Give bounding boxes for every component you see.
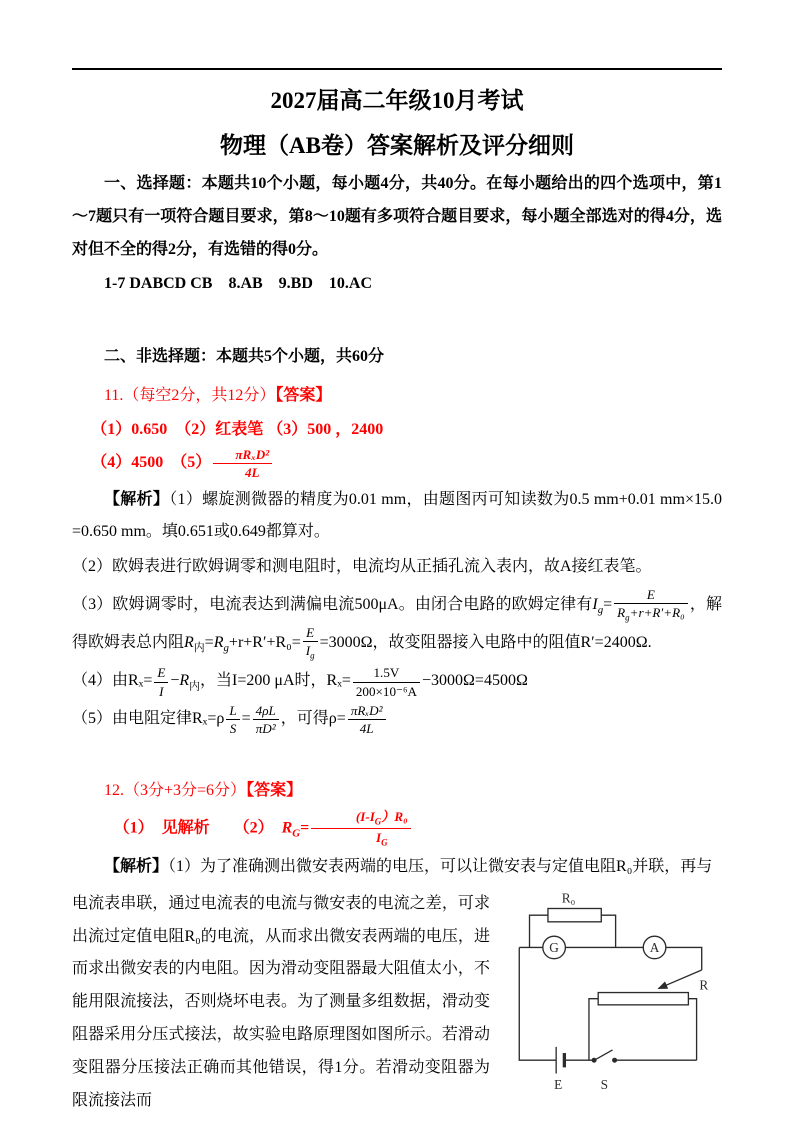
var-R: R [179,672,190,690]
fraction-denominator [614,604,688,624]
q11-head-text: 11.（每空2分，共12分） [104,386,276,404]
fraction [614,586,688,624]
battery-label: E [554,1076,563,1092]
fraction [226,702,239,737]
q12-answer-label: 【答案】 [246,781,303,799]
q11-sol4-text-a: （4）由Rₓ= [72,672,153,690]
q11-sol4-text-c: ，当I=200 μA时，Rₓ= [200,672,351,690]
fraction-numerator: 4ρL [253,702,279,720]
q12-solution-intro [72,851,722,884]
fraction-denominator: 4L [359,720,374,736]
sub-g: g [597,603,604,616]
exam-title: 2027届高二年级10月考试 [270,88,524,113]
rheostat-label: R [699,977,709,993]
q11-answer-line-1: （1）0.650 （2）红表笔 （3）500 ，2400 [91,420,384,438]
switch-label: S [600,1076,609,1092]
q12-solution-line1: （1）为了准确测出微安表两端的电压，可以让微安表与定值电阻R₀并联，再与 [168,857,713,875]
top-rule [72,68,722,70]
sub-nei: 内 [189,680,201,693]
sub-G: G [292,827,301,840]
r0-resistor-symbol [548,908,601,921]
wire [519,947,556,1060]
q12-head-text: 12.（3分+3分=6分） [104,781,247,799]
sub-nei: 内 [193,642,205,655]
parallel-branch-wires [530,915,616,947]
switch-contact [613,1058,617,1062]
var-R: R [184,633,194,651]
fraction [154,664,168,699]
q11-sol3-text-a: （3）欧姆调零时，电流表达到满偏电流500μA。由闭合电路的欧姆定律有 [72,595,593,613]
q12-solution-label: 【解析】 [104,857,169,875]
q11-answer-line-2-text: （4）4500 （5） [91,454,212,472]
r0-label: R₀ [561,890,576,906]
circuit-figure [500,888,722,1093]
fraction [253,702,279,737]
section1-answers: 1-7 DABCD CB 8.AB 9.BD 10.AC [104,275,373,293]
var-R: R [617,604,626,620]
fraction-denominator [303,642,318,662]
sub-G: G [374,816,382,827]
fraction-numerator [311,808,410,829]
q11-sol3-text-d: =3000Ω，故变阻器接入电路中的阻值R′=2400Ω. [319,633,652,651]
fraction-numerator: L [226,702,239,720]
fraction [348,702,386,737]
fraction-denominator: 200×10⁻⁶A [355,683,417,699]
q11-header [72,380,722,413]
q11-sol3-text-b: ，解得欧姆表总内阻 [72,595,722,651]
fraction-numerator: E [303,624,318,642]
q11-sol3-text-c: +r+R′+R₀= [228,633,301,651]
fraction [353,664,420,699]
q11-sol4-text-d: −3000Ω=4500Ω [422,672,528,690]
q11-answer-line-2 [72,446,722,481]
circuit-diagram [500,888,722,1093]
fraction [303,624,318,662]
equals-sign: = [300,818,310,836]
sub-G: G [381,837,388,848]
exam-subtitle: 物理（AB卷）答案解析及评分细则 [220,133,574,158]
q11-solution-5 [72,702,722,737]
fraction-numerator: E [154,664,168,682]
var-I: I [375,829,382,845]
q12-solution-wrap [72,886,722,1120]
rheostat-symbol [598,992,688,1004]
fraction-numerator: πRₓD² [213,446,272,464]
fraction-numerator: E [614,586,688,604]
q11-solution-3 [72,586,722,663]
fraction-denominator [311,829,410,849]
wire [688,998,696,1059]
q11-sol5-text-c: ，可得ρ= [280,709,346,727]
sub-g: g [310,650,315,661]
den-tail: +r+R′+R₀ [629,604,685,620]
section2-heading: 二、非选择题：本题共5个小题，共60分 [104,348,385,366]
num-part-b: ）R₀ [381,808,408,824]
q11-solution-4 [72,664,722,699]
ammeter-label: A [649,939,660,955]
fraction [213,446,272,481]
q12-answer-text: （1） 见解析 （2） [113,818,282,836]
q12-solution-body: 电流表串联，通过电流表的电流与微安表的电流之差，可求出流过定值电阻R₀的电流，从而求出微安表两端的电压，进而求出微安表的内电阻。因为滑动变阻器最大阻值太小，不能用限流接法，否则烧坏电表。为了测量多组数据，滑动变阻器采用分压式接法，故实验电路原理图如图所示。若滑动变阻器分压接法正确而其他错误，得1分。若滑动变阻器为限流接法而 [72,894,490,1109]
q12-answer-line [72,808,722,849]
q11-solution-2: （2）欧姆表进行欧姆调零和测电阻时，电流均从正插孔流入表内，故A接红表笔。 [72,558,652,576]
switch-blade [596,1050,612,1059]
sub-g: g [625,612,630,623]
q11-solution-1 [72,484,722,550]
q12-header [72,775,722,808]
num-part-a: (I-I [355,808,375,824]
fraction [311,808,410,849]
slider-arrow [659,970,702,988]
sub-g: g [223,642,229,655]
switch-contact [592,1058,596,1062]
fraction-numerator: 1.5V [353,664,420,682]
var-I: I [592,595,598,613]
q11-solution-1-text: （1）螺旋测微器的精度为0.01 mm，由题图丙可知读数为0.5 mm+0.01 mm×15.0 =0.650 mm。填0.651或0.649都算对。 [72,490,722,541]
q11-solution-label: 【解析】 [104,490,170,508]
var-R: R [281,818,293,836]
fraction-denominator: πD² [255,720,276,736]
minus-sign: − [170,672,180,690]
q11-sol5-text-a: （5）由电阻定律Rₓ=ρ [72,709,225,727]
var-R: R [213,633,224,651]
equals-sign: = [204,633,214,651]
equals-sign: = [603,595,613,613]
fraction-numerator: πRₓD² [348,702,386,720]
var-I: I [305,643,311,659]
fraction-denominator: S [229,720,237,736]
wire [666,947,702,970]
equals-sign: = [241,709,251,727]
galvanometer-label: G [549,939,559,955]
q11-answer-label: 【答案】 [275,386,332,404]
fraction-denominator: I [159,683,164,699]
wire [589,998,598,1059]
section1-intro: 一、选择题：本题共10个小题，每小题4分，共40分。在每小题给出的四个选项中，第1～7题只有一项符合题目要求，第8～10题有多项符合题目要求，每小题全部选对的得4分，选对但不全的得2分，有选错的得0分。 [72,175,722,258]
fraction-denominator: 4L [244,465,260,481]
